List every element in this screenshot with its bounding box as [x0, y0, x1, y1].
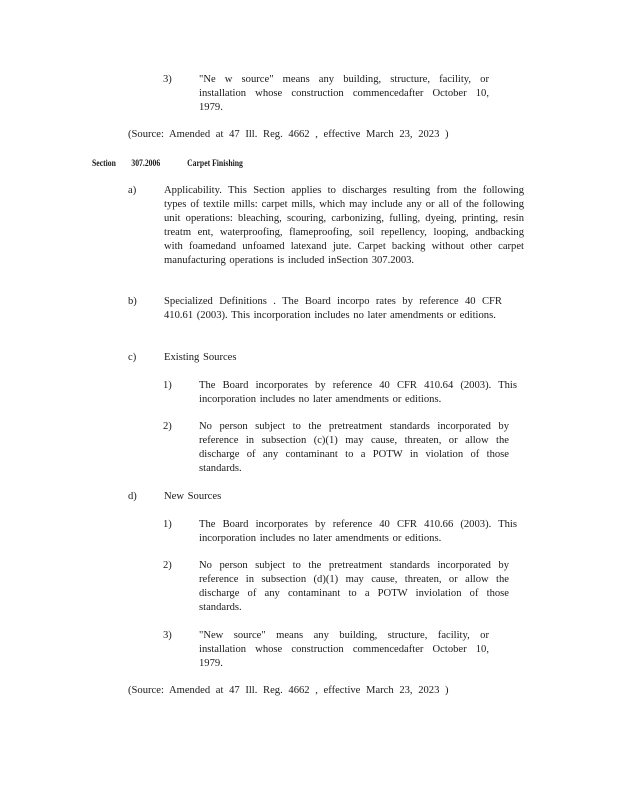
item-number: d) — [128, 491, 137, 502]
section-heading — [92, 157, 243, 171]
item-number: 2) — [163, 421, 172, 432]
item-number: 2) — [163, 560, 172, 571]
paragraph-d1 — [163, 518, 517, 546]
paragraph-c2 — [163, 420, 509, 476]
source-note: (Source: Amended at 47 Ill. Reg. 4662 , effective March 23, 2023 ) — [128, 685, 449, 696]
subsection-b — [128, 295, 502, 323]
item-text: "Ne w source" means any building, structure, facility, or installation whose construction commencedafter October 10, 1979. — [199, 74, 489, 113]
subsection-a — [128, 184, 524, 268]
item-text: The Board incorporates by reference 40 CFR 410.66 (2003). This incorporation includes no later amendments or editions. — [199, 519, 517, 544]
item-number: c) — [128, 352, 137, 363]
item-number: 3) — [163, 630, 172, 641]
item-text: New Sources — [164, 491, 222, 502]
paragraph-d3 — [163, 629, 489, 671]
paragraph-c1 — [163, 379, 517, 407]
item-text: No person subject to the pretreatment standards incorporated by reference in subsection (c)(1) may cause, threaten, or allow the discharge of any contaminant to a POTW in violation of those standards. — [199, 421, 509, 474]
section-label: Section — [92, 159, 116, 169]
section-number: 307.2006 — [131, 159, 161, 169]
item-number: 1) — [163, 519, 172, 530]
paragraph-top-3 — [163, 73, 503, 115]
item-number: b) — [128, 296, 137, 307]
subsection-d — [128, 490, 502, 504]
item-number: 3) — [163, 74, 172, 85]
source-note: (Source: Amended at 47 Ill. Reg. 4662 , effective March 23, 2023 ) — [128, 129, 449, 140]
item-text: "New source" means any building, structure, facility, or installation whose construction commencedafter October 10, 1979. — [199, 630, 489, 669]
item-number: 1) — [163, 380, 172, 391]
item-text: The Board incorporates by reference 40 CFR 410.64 (2003). This incorporation includes no later amendments or editions. — [199, 380, 517, 405]
item-number: a) — [128, 185, 137, 196]
section-title: Carpet Finishing — [187, 159, 243, 169]
item-text: Existing Sources — [164, 352, 237, 363]
item-text: Applicability. This Section applies to discharges resulting from the following types of textile mills: carpet mills, which may include any or all of the following unit operations: bleaching, scouring, carbonizing, fulling, dyeing, printing, resin treatm ent, waterproofing, flameproofing, soil repellency, looping, andbacking with foamedand unfoamed latexand jute. Carpet backing without other carpet manufacturing operations is included inSection 307.2003. — [164, 185, 524, 266]
item-text: Specialized Definitions . The Board incorpo rates by reference 40 CFR 410.61 (2003). This incorporation includes no later amendments or editions. — [164, 296, 502, 321]
paragraph-d2 — [163, 559, 509, 615]
item-text: No person subject to the pretreatment standards incorporated by reference in subsection (d)(1) may cause, threaten, or allow the discharge of any contaminant to a POTW inviolation of those standards. — [199, 560, 509, 613]
subsection-c — [128, 351, 502, 365]
